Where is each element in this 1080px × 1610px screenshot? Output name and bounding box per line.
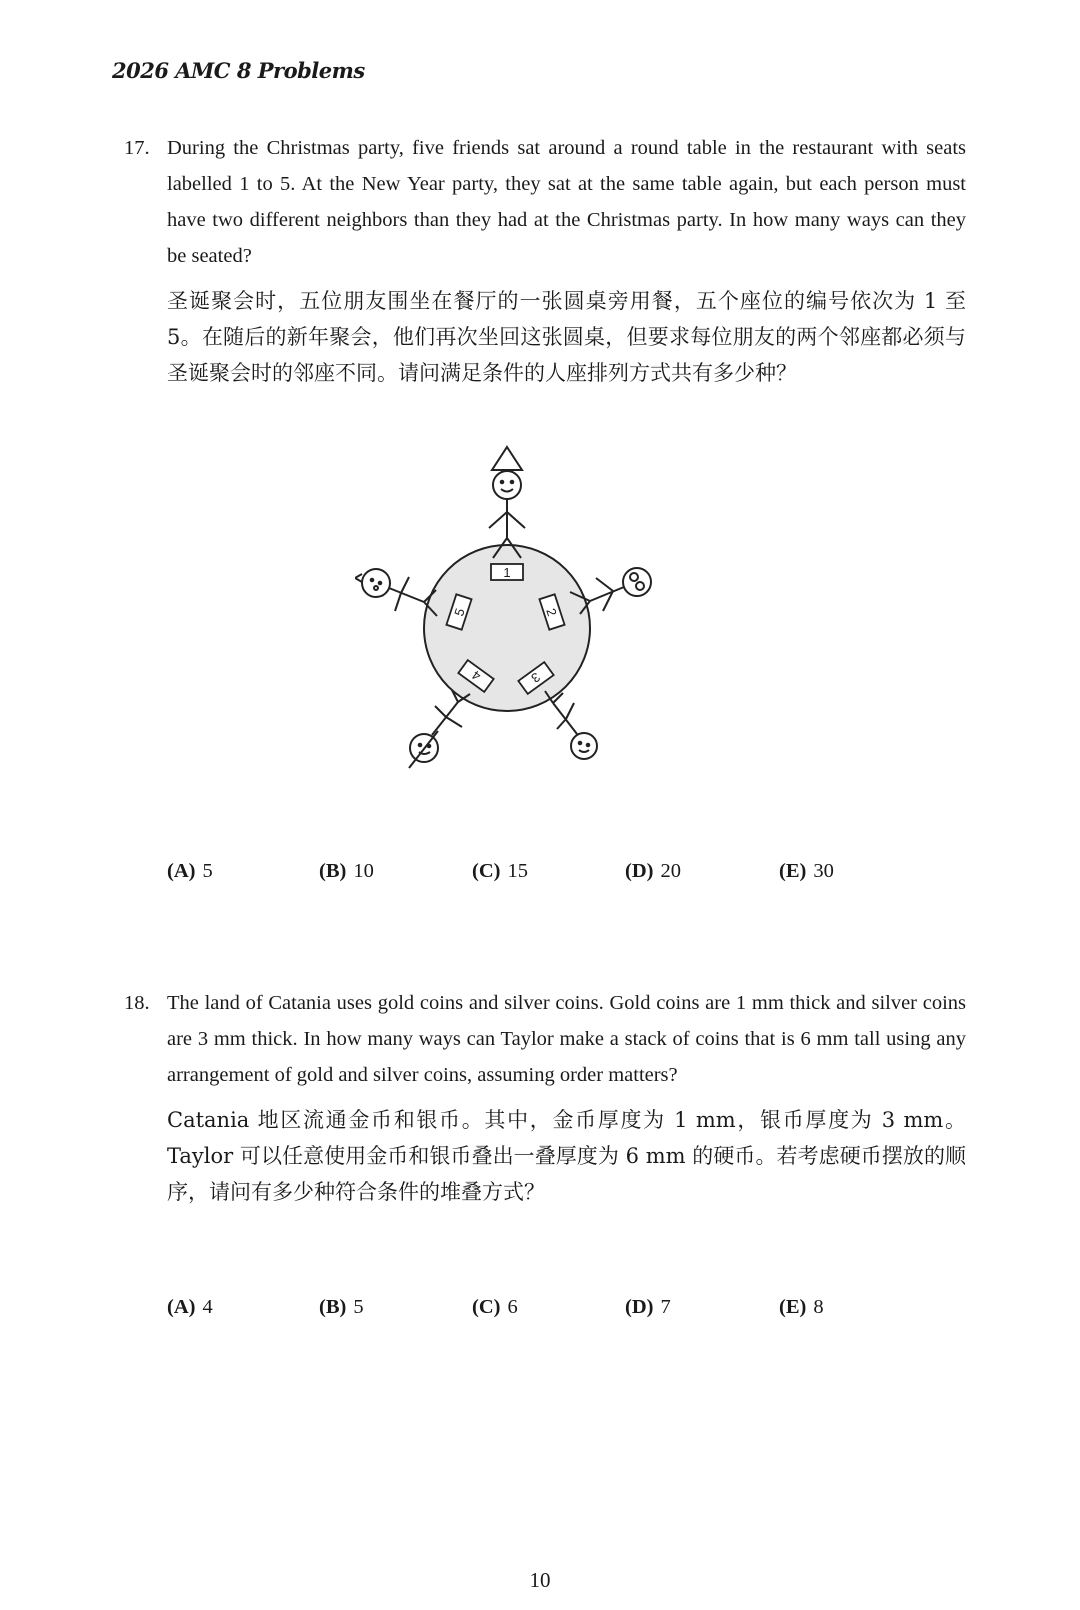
- problem-number: 17.: [124, 137, 150, 159]
- svg-text:1: 1: [503, 565, 511, 580]
- problem-text-chinese: 圣诞聚会时，五位朋友围坐在餐厅的一张圆桌旁用餐，五个座位的编号依次为 1 至 5。在随后的新年聚会，他们再次坐回这张圆桌，但要求每位朋友的两个邻座都必须与圣诞聚会时的邻座不同。请问满足条件的人座排列方式共有多少种？: [167, 289, 966, 385]
- svg-text:4: 4: [468, 667, 484, 684]
- choice-d[interactable]: [625, 860, 681, 883]
- choice-a[interactable]: [167, 1296, 213, 1319]
- answer-choices-18: [167, 1296, 1027, 1326]
- choice-label: (C): [472, 860, 501, 882]
- person-5: [355, 569, 437, 616]
- svg-text:2: 2: [543, 606, 560, 618]
- problem-number: 18.: [124, 992, 150, 1014]
- choice-label: (B): [319, 1296, 347, 1318]
- choice-value: 6: [507, 1296, 518, 1318]
- svg-text:3: 3: [528, 669, 544, 686]
- choice-d[interactable]: [625, 1296, 671, 1319]
- choice-value: 20: [660, 860, 681, 882]
- choice-value: 5: [353, 1296, 364, 1318]
- problem-17: [124, 130, 966, 391]
- person-3: [545, 691, 597, 759]
- choice-value: 10: [353, 860, 374, 882]
- choice-value: 7: [660, 1296, 671, 1318]
- choice-b[interactable]: [319, 860, 374, 883]
- problem-18: [124, 985, 966, 1210]
- choice-e[interactable]: [779, 1296, 824, 1319]
- choice-value: 30: [813, 860, 834, 882]
- person-4: [409, 690, 470, 768]
- choice-label: (B): [319, 860, 347, 882]
- answer-choices-17: [167, 860, 1027, 890]
- choice-label: (A): [167, 860, 196, 882]
- page-header: 2026 AMC 8 Problems: [112, 58, 365, 83]
- svg-text:5: 5: [451, 606, 468, 618]
- choice-label: (A): [167, 1296, 196, 1318]
- choice-c[interactable]: [472, 1296, 518, 1319]
- choice-c[interactable]: [472, 860, 528, 883]
- problem-text-english: The land of Catania uses gold coins and silver coins. Gold coins are 1 mm thick and silver coins are 3 mm thick. In how many ways can Taylor make a stack of coins that is 6 mm tall using any arrangement of gold and silver coins, assuming order matters?: [167, 992, 966, 1086]
- choice-label: (E): [779, 860, 807, 882]
- problem-text-chinese: Catania 地区流通金币和银币。其中，金币厚度为 1 mm，银币厚度为 3 mm。Taylor 可以任意使用金币和银币叠出一叠厚度为 6 mm 的硬币。若考虑硬币摆放的顺序，请问有多少种符合条件的堆叠方式？: [167, 1108, 966, 1204]
- choice-value: 8: [813, 1296, 824, 1318]
- choice-a[interactable]: [167, 860, 213, 883]
- choice-value: 4: [202, 1296, 213, 1318]
- problem-text-english: During the Christmas party, five friends sat around a round table in the restaurant with seats labelled 1 to 5. At the New Year party, they sat at the same table again, but each person must have two different neighbors than they had at the Christmas party. In how many ways can they be seated?: [167, 137, 966, 267]
- round-table-figure: [355, 445, 675, 785]
- choice-e[interactable]: [779, 860, 834, 883]
- seat-1: [491, 564, 523, 580]
- choice-label: (C): [472, 1296, 501, 1318]
- page-number: 10: [529, 1568, 551, 1592]
- choice-label: (D): [625, 1296, 654, 1318]
- choice-value: 15: [507, 860, 528, 882]
- choice-value: 5: [202, 860, 213, 882]
- choice-label: (E): [779, 1296, 807, 1318]
- choice-b[interactable]: [319, 1296, 364, 1319]
- choice-label: (D): [625, 860, 654, 882]
- person-1: [489, 447, 525, 558]
